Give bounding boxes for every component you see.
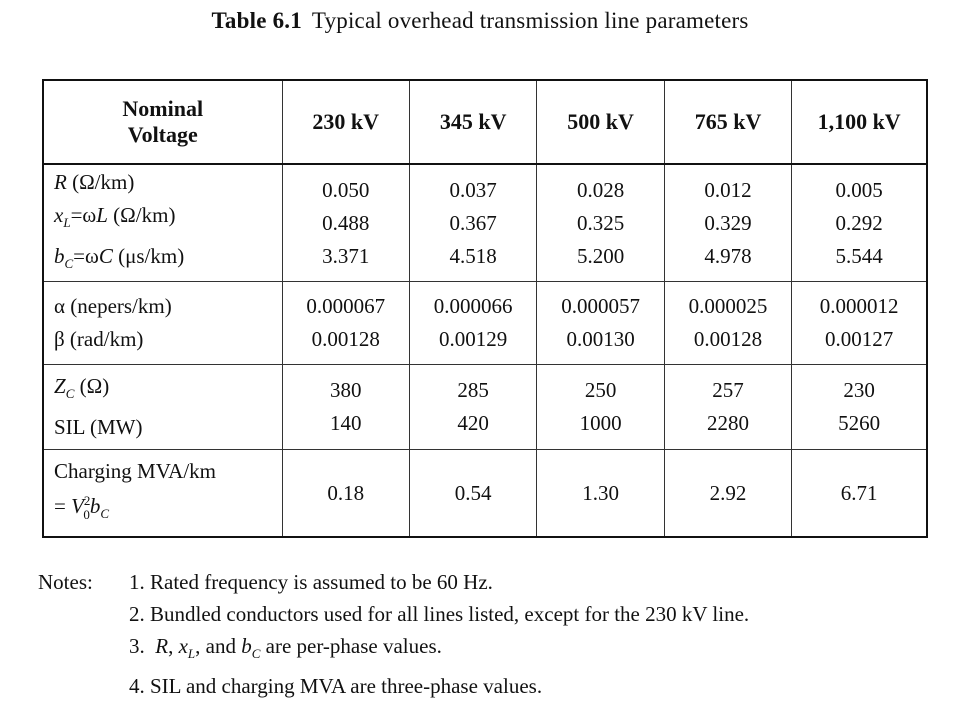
header-nominal-voltage: Nominal Voltage bbox=[43, 80, 282, 164]
label-xl: $x_L=\omega L$ (Ω/km) bbox=[54, 203, 176, 231]
value-cell: 0.000067 0.00128 bbox=[282, 282, 409, 365]
table-row-surge bbox=[43, 365, 927, 450]
table-caption bbox=[0, 8, 960, 34]
value-cell: 0.012 0.329 4.978 bbox=[664, 164, 791, 282]
label-sil: SIL (MW) bbox=[54, 414, 143, 439]
label-alpha: α (nepers/km) bbox=[54, 294, 172, 318]
label-cell-propagation bbox=[43, 282, 282, 365]
label-r: R (Ω/km) bbox=[54, 170, 135, 195]
label-cell-impedance bbox=[43, 164, 282, 282]
header-345kv: 345 kV bbox=[409, 80, 536, 164]
label-charging-formula: = $V^2_0b_C$ bbox=[54, 493, 110, 522]
note-item-4: 4. SIL and charging MVA are three-phase values. bbox=[129, 674, 543, 699]
value-cell: 0.050 0.488 3.371 bbox=[282, 164, 409, 282]
value-cell: 230 5260 bbox=[792, 365, 927, 450]
value-cell: 380 140 bbox=[282, 365, 409, 450]
notes-label: Notes: bbox=[38, 570, 93, 594]
label-bc: $b_C=\omega C$ (μs/km) bbox=[54, 243, 185, 271]
value-cell: 0.005 0.292 5.544 bbox=[792, 164, 927, 282]
value-cell: 2.92 bbox=[664, 450, 791, 538]
value-cell: 285 420 bbox=[409, 365, 536, 450]
value-cell: 0.000057 0.00130 bbox=[537, 282, 664, 365]
notes-list bbox=[129, 566, 960, 702]
note-item-3: 3. R, $x_L$, and $b_C$ are per-phase values. bbox=[129, 634, 442, 662]
header-row bbox=[43, 80, 927, 164]
table-row-charging bbox=[43, 450, 927, 538]
header-765kv: 765 kV bbox=[664, 80, 791, 164]
value-cell: 0.54 bbox=[409, 450, 536, 538]
label-zc: $Z_C$ (Ω) bbox=[54, 374, 110, 402]
value-cell: 6.71 bbox=[792, 450, 927, 538]
value-cell: 0.000025 0.00128 bbox=[664, 282, 791, 365]
value-cell: 1.30 bbox=[537, 450, 664, 538]
table-title: Typical overhead transmission line parameters bbox=[311, 8, 749, 33]
header-500kv: 500 kV bbox=[537, 80, 664, 164]
label-beta: β (rad/km) bbox=[54, 327, 144, 351]
note-item-2: 2. Bundled conductors used for all lines listed, except for the 230 kV line. bbox=[129, 602, 750, 626]
note-item-1: 1. Rated frequency is assumed to be 60 Hz. bbox=[129, 570, 493, 594]
value-cell: 0.18 bbox=[282, 450, 409, 538]
value-cell: 0.000066 0.00129 bbox=[409, 282, 536, 365]
value-cell: 0.037 0.367 4.518 bbox=[409, 164, 536, 282]
label-charging: Charging MVA/km bbox=[54, 459, 216, 484]
table-row-impedance bbox=[43, 164, 927, 282]
header-1100kv: 1,100 kV bbox=[792, 80, 927, 164]
table-number: Table 6.1 bbox=[211, 8, 302, 33]
value-cell: 0.028 0.325 5.200 bbox=[537, 164, 664, 282]
parameters-table bbox=[42, 79, 928, 538]
value-cell: 257 2280 bbox=[664, 365, 791, 450]
label-cell-surge bbox=[43, 365, 282, 450]
table-row-propagation bbox=[43, 282, 927, 365]
header-230kv: 230 kV bbox=[282, 80, 409, 164]
value-cell: 0.000012 0.00127 bbox=[792, 282, 927, 365]
label-cell-charging bbox=[43, 450, 282, 538]
value-cell: 250 1000 bbox=[537, 365, 664, 450]
